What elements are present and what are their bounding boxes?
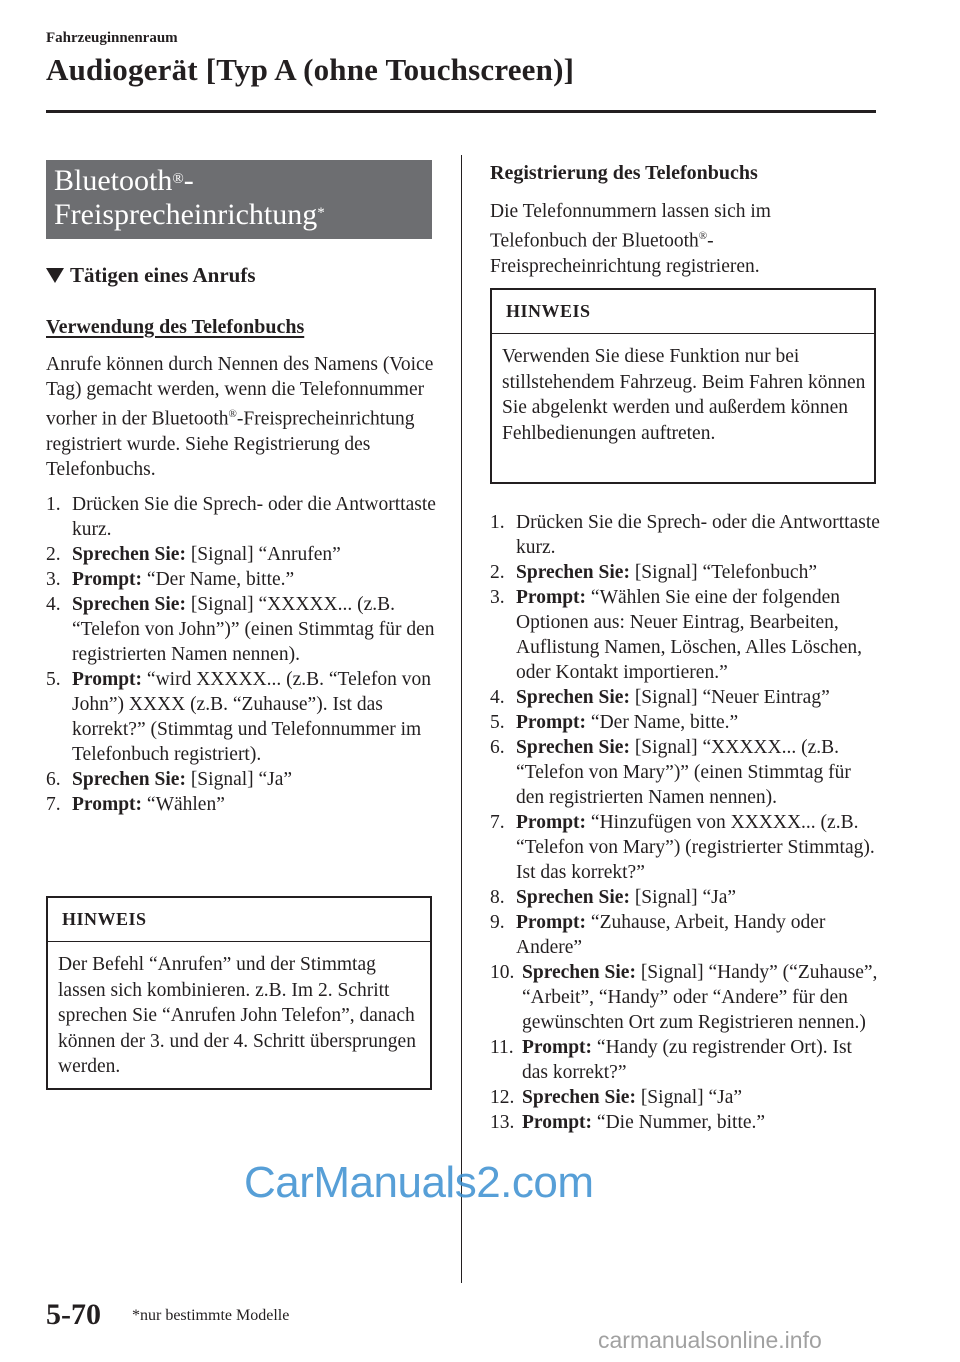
list-item: 11. Prompt: “Handy (zu registrender Ort). Ist das korrekt?” bbox=[490, 1037, 852, 1083]
chapter-title: Audiogerät [Typ A (ohne Touchscreen)] bbox=[46, 52, 575, 87]
list-item: 7. Prompt: “Hinzufügen von XXXXX... (z.B. “Telefon von Mary”) (registrierter Stimmtag). Ist das korrekt?” bbox=[490, 812, 875, 883]
list-item: 3. Prompt: “Der Name, bitte.” bbox=[46, 569, 295, 590]
list-item: 8. Sprechen Sie: [Signal] “Ja” bbox=[490, 887, 737, 908]
column-divider bbox=[461, 155, 462, 1283]
list-item: 4. Sprechen Sie: [Signal] “XXXXX... (z.B. “Telefon von John”)” (einen Stimmtag für den registrierten Namen nennen). bbox=[46, 594, 435, 665]
footnote: *nur bestimmte Modelle bbox=[132, 1307, 290, 1324]
right-heading: Registrierung des Telefonbuchs bbox=[490, 162, 758, 184]
section-label: Fahrzeuginnenraum bbox=[46, 30, 178, 46]
watermark-carmanuals: CarManuals2.com bbox=[244, 1158, 594, 1207]
note-heading: HINWEIS bbox=[62, 909, 147, 929]
list-item: 2. Sprechen Sie: [Signal] “Telefonbuch” bbox=[490, 562, 817, 583]
list-item: 9. Prompt: “Zuhause, Arbeit, Handy oder Andere” bbox=[490, 912, 826, 958]
list-item: 12. Sprechen Sie: [Signal] “Ja” bbox=[490, 1087, 743, 1108]
right-intro-b: -Freisprecheinrichtung registrieren. bbox=[490, 230, 760, 277]
list-item: 1. Drücken Sie die Sprech- oder die Antworttaste kurz. bbox=[490, 512, 880, 558]
left-intro-a: Anrufe können durch Nennen des Namens (Voice Tag) gemacht werden, wenn die Telefonnummer vorher in der Bluetooth bbox=[46, 354, 434, 430]
banner-line1-tail: - bbox=[183, 164, 194, 197]
list-item: 10. Sprechen Sie: [Signal] “Handy” (“Zuhause”, “Arbeit”, “Handy” oder “Andere” für den gewünschten Ort zum Registrieren nennen.) bbox=[490, 962, 878, 1033]
list-item: 1. Drücken Sie die Sprech- oder die Antworttaste kurz. bbox=[46, 494, 436, 540]
right-intro-sup: ® bbox=[698, 230, 708, 242]
list-item: 3. Prompt: “Wählen Sie eine der folgenden Optionen aus: Neuer Eintrag, Bearbeiten, Auflistung Namen, Löschen, Alles Löschen, oder Kontakt importieren.” bbox=[490, 587, 863, 683]
triangle-down-icon bbox=[46, 268, 64, 283]
list-item: 2. Sprechen Sie: [Signal] “Anrufen” bbox=[46, 544, 341, 565]
list-item: 6. Sprechen Sie: [Signal] “Ja” bbox=[46, 769, 293, 790]
asterisk-mark: * bbox=[317, 205, 325, 221]
page-number: 5-70 bbox=[46, 1298, 101, 1331]
right-intro-a: Die Telefonnummern lassen sich im Telefonbuch der Bluetooth bbox=[490, 201, 771, 252]
note-body: Verwenden Sie diese Funktion nur bei stillstehendem Fahrzeug. Beim Fahren können Sie abgelenkt werden und außerdem können Fehlbedienungen auftreten. bbox=[502, 346, 866, 444]
banner-line2: Freisprecheinrichtung bbox=[54, 198, 318, 231]
list-item: 4. Sprechen Sie: [Signal] “Neuer Eintrag” bbox=[490, 687, 830, 708]
left-intro-sup: ® bbox=[228, 408, 237, 420]
list-item: 13. Prompt: “Die Nummer, bitte.” bbox=[490, 1112, 766, 1133]
list-item: 5. Prompt: “wird XXXXX... (z.B. “Telefon von John”) XXXX (z.B. “Zuhause”). Ist das korrekt?” (Stimmtag und Telefonnummer im Telefonbuch registriert). bbox=[46, 669, 431, 765]
banner-line1: Bluetooth bbox=[54, 164, 173, 197]
right-steps bbox=[490, 510, 880, 1135]
subheading bbox=[46, 263, 256, 288]
header-rule bbox=[46, 110, 876, 113]
note-box-left bbox=[46, 896, 432, 1090]
note-heading: HINWEIS bbox=[506, 301, 591, 321]
left-intro bbox=[46, 352, 436, 482]
list-item: 7. Prompt: “Wählen” bbox=[46, 794, 225, 815]
right-intro bbox=[490, 199, 830, 279]
left-intro-b: -Freisprecheinrichtung registriert wurde. Siehe Registrierung des Telefonbuchs. bbox=[46, 408, 415, 480]
subsection-title: Verwendung des Telefonbuchs bbox=[46, 316, 305, 338]
watermark-online: carmanualsonline.info bbox=[598, 1327, 822, 1353]
subheading-text: Tätigen eines Anrufs bbox=[70, 263, 256, 287]
topic-banner bbox=[46, 160, 432, 239]
note-box-right bbox=[490, 288, 876, 484]
registered-mark: ® bbox=[172, 171, 184, 187]
note-body: Der Befehl “Anrufen” und der Stimmtag lassen sich kombinieren. z.B. Im 2. Schritt sprechen Sie “Anrufen John Telefon”, danach können der 3. und der 4. Schritt übersprungen werden. bbox=[58, 954, 416, 1077]
left-steps bbox=[46, 492, 436, 817]
list-item: 6. Sprechen Sie: [Signal] “XXXXX... (z.B. “Telefon von Mary”)” (einen Stimmtag für den registrierten Namen nennen). bbox=[490, 737, 851, 808]
list-item: 5. Prompt: “Der Name, bitte.” bbox=[490, 712, 739, 733]
